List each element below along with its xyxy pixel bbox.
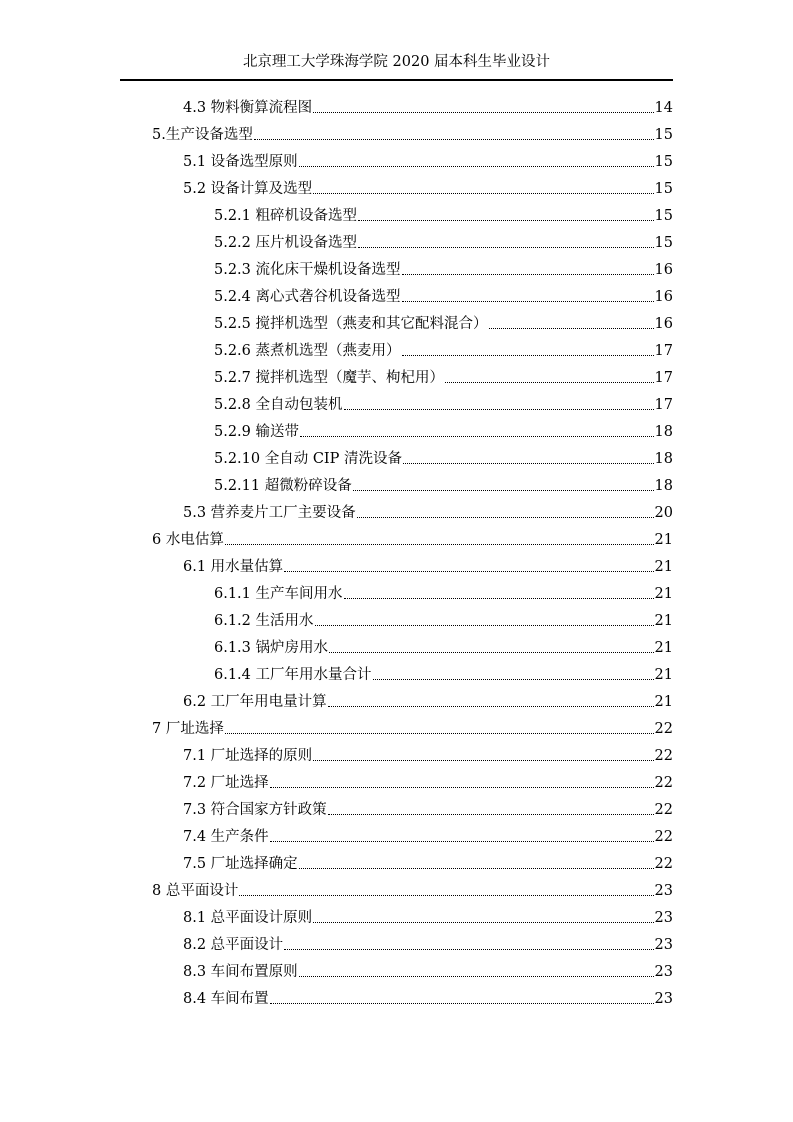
dot-leader	[284, 949, 653, 950]
toc-entry-page: 21	[654, 532, 673, 548]
toc-entry-page: 23	[654, 910, 673, 926]
dot-leader	[254, 139, 654, 140]
toc-entry-page: 15	[654, 127, 673, 143]
toc-entry-page: 22	[654, 829, 673, 845]
toc-entry-label: 5.2.2 压片机设备选型	[214, 235, 358, 251]
dot-leader	[353, 490, 654, 491]
dot-leader	[299, 166, 654, 167]
toc-entry-label: 5.2.11 超微粉碎设备	[214, 478, 352, 494]
toc-entry-page: 17	[654, 343, 673, 359]
dot-leader	[402, 355, 654, 356]
toc-entry-label: 7.3 符合国家方针政策	[183, 802, 327, 818]
toc-entry-label: 5.2.9 输送带	[214, 424, 300, 440]
dot-leader	[358, 247, 654, 248]
toc-entry-page: 23	[654, 991, 673, 1007]
toc-entry-label: 8.4 车间布置	[183, 991, 269, 1007]
toc-entry-page: 16	[654, 316, 673, 332]
toc-entry[interactable]	[183, 853, 673, 873]
toc-entry-label: 4.3 物料衡算流程图	[183, 100, 313, 116]
dot-leader	[270, 787, 654, 788]
toc-entry[interactable]	[214, 637, 673, 657]
toc-entry-label: 5.2.3 流化床干燥机设备选型	[214, 262, 401, 278]
dot-leader	[299, 976, 654, 977]
toc-entry-label: 6.1.1 生产车间用水	[214, 586, 343, 602]
toc-entry-label: 6.1.3 锅炉房用水	[214, 640, 329, 656]
toc-entry[interactable]	[183, 826, 673, 846]
toc-entry-page: 15	[654, 235, 673, 251]
dot-leader	[270, 841, 654, 842]
dot-leader	[403, 463, 654, 464]
toc-entry-label: 6.1 用水量估算	[183, 559, 284, 575]
toc-entry[interactable]	[183, 151, 673, 171]
toc-entry-label: 5.2.4 离心式砻谷机设备选型	[214, 289, 401, 305]
toc-entry[interactable]	[214, 232, 673, 252]
dot-leader	[315, 625, 654, 626]
dot-leader	[489, 328, 654, 329]
toc-entry[interactable]	[214, 313, 673, 333]
toc-entry-label: 6.2 工厂年用电量计算	[183, 694, 327, 710]
dot-leader	[357, 517, 654, 518]
dot-leader	[328, 814, 654, 815]
toc-entry-page: 21	[654, 694, 673, 710]
toc-entry[interactable]	[214, 286, 673, 306]
toc-entry[interactable]	[214, 205, 673, 225]
toc-entry-label: 5.2.6 蒸煮机选型（燕麦用）	[214, 343, 401, 359]
toc-entry[interactable]	[183, 772, 673, 792]
toc-entry[interactable]	[152, 529, 673, 549]
toc-entry-page: 15	[654, 181, 673, 197]
toc-entry-label: 5.1 设备选型原则	[183, 154, 298, 170]
toc-entry-page: 23	[654, 883, 673, 899]
toc-entry[interactable]	[183, 97, 673, 117]
dot-leader	[225, 544, 654, 545]
dot-leader	[225, 733, 654, 734]
toc-entry-page: 21	[654, 667, 673, 683]
toc-entry[interactable]	[214, 475, 673, 495]
toc-entry[interactable]	[152, 124, 673, 144]
toc-entry-page: 18	[654, 478, 673, 494]
toc-entry-label: 8.1 总平面设计原则	[183, 910, 313, 926]
toc-entry-page: 16	[654, 289, 673, 305]
toc-entry[interactable]	[214, 421, 673, 441]
toc-entry-label: 7.2 厂址选择	[183, 775, 269, 791]
toc-entry[interactable]	[214, 367, 673, 387]
dot-leader	[239, 895, 653, 896]
toc-entry-page: 16	[654, 262, 673, 278]
dot-leader	[313, 112, 653, 113]
toc-entry-page: 22	[654, 748, 673, 764]
toc-entry-label: 8 总平面设计	[152, 883, 239, 899]
toc-entry-label: 5.3 营养麦片工厂主要设备	[183, 505, 356, 521]
toc-entry[interactable]	[152, 880, 673, 900]
toc-entry-page: 21	[654, 613, 673, 629]
dot-leader	[329, 652, 654, 653]
toc-entry[interactable]	[183, 907, 673, 927]
toc-entry-label: 6.1.2 生活用水	[214, 613, 314, 629]
toc-entry-page: 15	[654, 208, 673, 224]
toc-entry-page: 21	[654, 559, 673, 575]
dot-leader	[300, 436, 654, 437]
toc-entry-label: 7 厂址选择	[152, 721, 224, 737]
toc-entry[interactable]	[183, 178, 673, 198]
dot-leader	[344, 598, 654, 599]
toc-entry-label: 5.生产设备选型	[152, 127, 253, 143]
dot-leader	[445, 382, 654, 383]
toc-entry-label: 8.2 总平面设计	[183, 937, 284, 953]
toc-entry-label: 5.2.7 搅拌机选型（魔芋、枸杞用）	[214, 370, 445, 386]
toc-entry-page: 22	[654, 721, 673, 737]
page-header: 北京理工大学珠海学院 2020 届本科生毕业设计	[242, 54, 551, 70]
toc-entry[interactable]	[214, 259, 673, 279]
header-rule	[120, 79, 673, 81]
dot-leader	[344, 409, 654, 410]
toc-entry[interactable]	[183, 934, 673, 954]
toc-entry-page: 22	[654, 775, 673, 791]
dot-leader	[284, 571, 653, 572]
dot-leader	[313, 922, 653, 923]
toc-entry[interactable]	[214, 610, 673, 630]
dot-leader	[328, 706, 654, 707]
toc-entry[interactable]	[183, 691, 673, 711]
toc-entry[interactable]	[214, 340, 673, 360]
dot-leader	[402, 301, 654, 302]
toc-entry-label: 5.2 设备计算及选型	[183, 181, 313, 197]
toc-entry[interactable]	[214, 394, 673, 414]
toc-entry-label: 8.3 车间布置原则	[183, 964, 298, 980]
toc-entry-page: 18	[654, 424, 673, 440]
toc-entry-page: 14	[654, 100, 673, 116]
toc-entry-label: 6.1.4 工厂年用水量合计	[214, 667, 372, 683]
toc-entry[interactable]	[214, 583, 673, 603]
dot-leader	[270, 1003, 654, 1004]
toc-entry-label: 7.4 生产条件	[183, 829, 269, 845]
toc-entry-label: 5.2.8 全自动包装机	[214, 397, 343, 413]
toc-entry-page: 17	[654, 370, 673, 386]
toc-entry-page: 23	[654, 964, 673, 980]
toc-entry[interactable]	[183, 745, 673, 765]
toc-entry-page: 17	[654, 397, 673, 413]
dot-leader	[299, 868, 654, 869]
toc-entry[interactable]	[183, 556, 673, 576]
toc-entry-page: 15	[654, 154, 673, 170]
toc-entry[interactable]	[183, 961, 673, 981]
toc-entry[interactable]	[183, 502, 673, 522]
toc-entry-label: 5.2.5 搅拌机选型（燕麦和其它配料混合）	[214, 316, 488, 332]
toc-entry[interactable]	[214, 664, 673, 684]
toc-entry-label: 5.2.10 全自动 CIP 清洗设备	[214, 451, 403, 467]
toc-entry-page: 22	[654, 802, 673, 818]
dot-leader	[358, 220, 654, 221]
toc-entry[interactable]	[152, 718, 673, 738]
toc-entry[interactable]	[183, 988, 673, 1008]
dot-leader	[313, 193, 653, 194]
toc-entry[interactable]	[214, 448, 673, 468]
toc-entry-label: 7.1 厂址选择的原则	[183, 748, 313, 764]
toc-entry-page: 23	[654, 937, 673, 953]
dot-leader	[373, 679, 654, 680]
toc-entry-page: 18	[654, 451, 673, 467]
toc-entry-page: 21	[654, 640, 673, 656]
toc-entry-label: 7.5 厂址选择确定	[183, 856, 298, 872]
dot-leader	[313, 760, 653, 761]
toc-entry-page: 21	[654, 586, 673, 602]
toc-entry-label: 6 水电估算	[152, 532, 224, 548]
toc-entry-page: 22	[654, 856, 673, 872]
dot-leader	[402, 274, 654, 275]
toc-entry[interactable]	[183, 799, 673, 819]
toc-entry-label: 5.2.1 粗碎机设备选型	[214, 208, 358, 224]
toc-entry-page: 20	[654, 505, 673, 521]
